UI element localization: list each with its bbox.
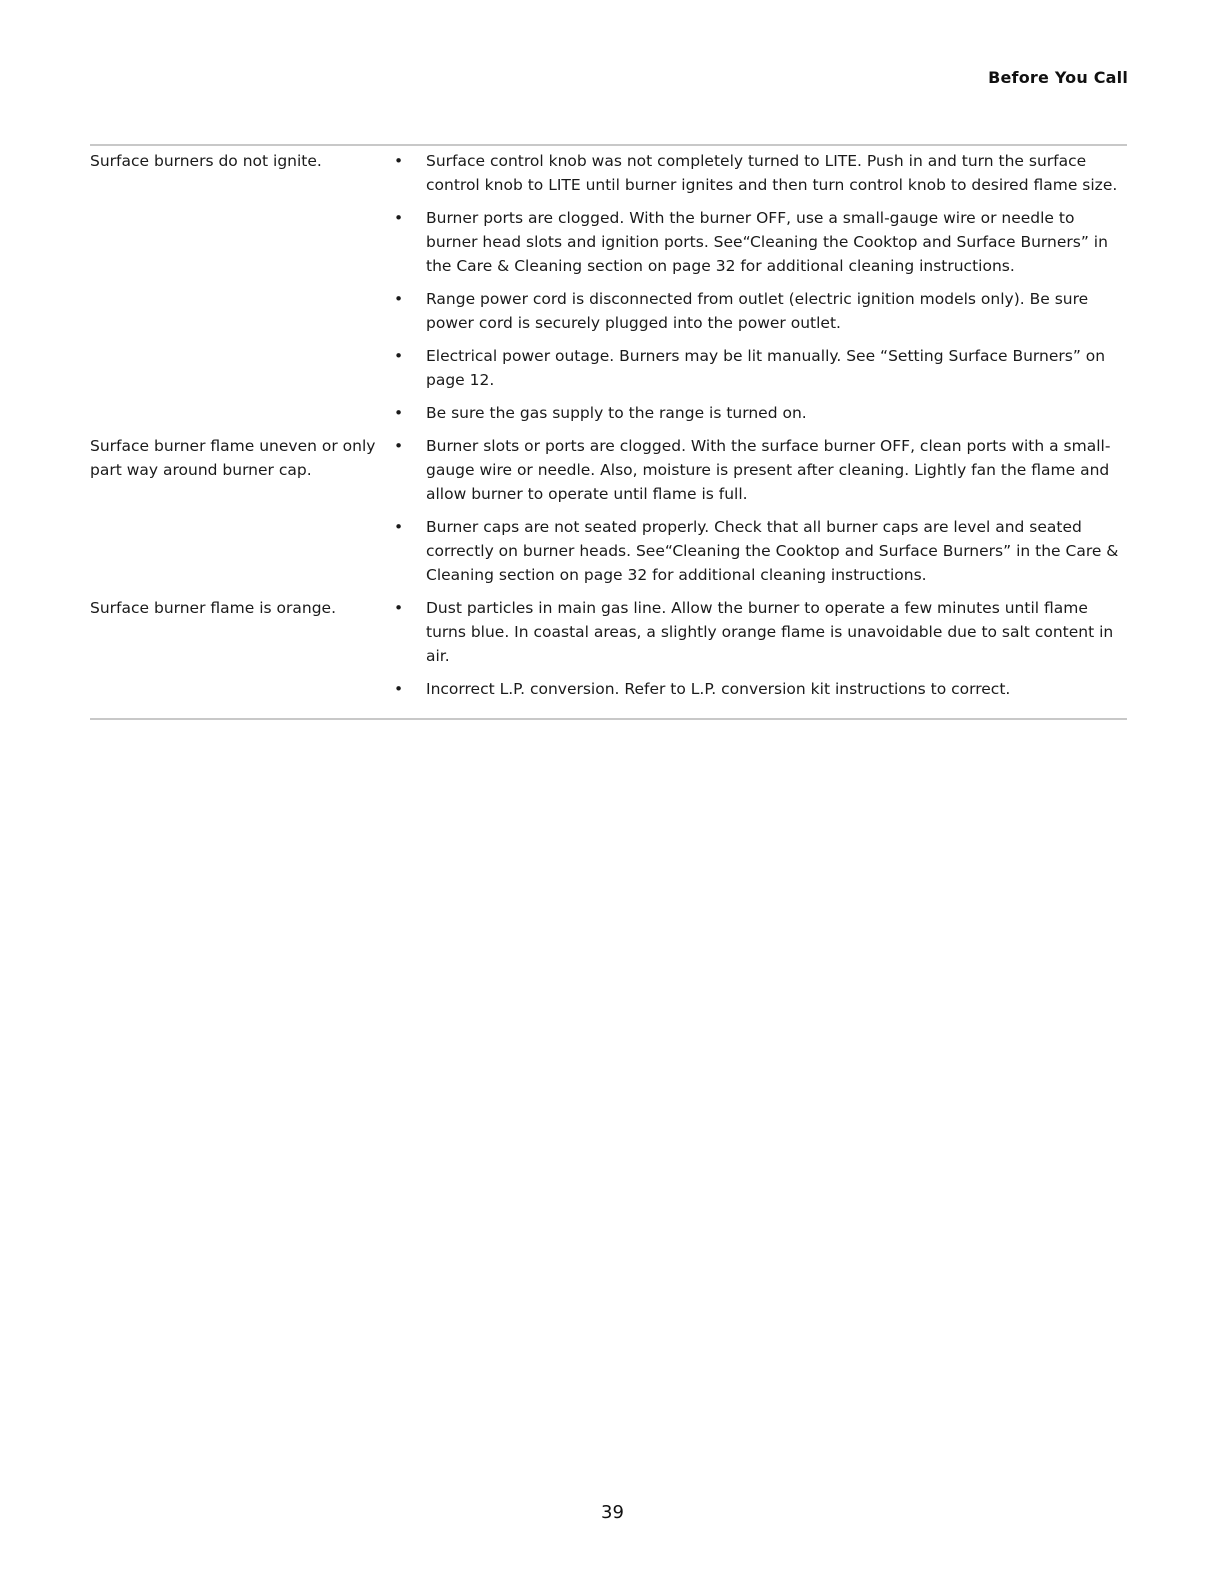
solution-text: Range power cord is disconnected from outlet (electric ignition models only). Be sure power cord is securely plugged into the power outlet. <box>426 290 1089 332</box>
problem-text: Surface burner flame is orange. <box>90 599 337 617</box>
solution-item <box>394 344 1127 392</box>
solution-text: Surface control knob was not completely turned to LITE. Push in and turn the surface control knob to LITE until burner ignites and then turn control knob to desired flame size. <box>426 152 1118 194</box>
problem-text: Surface burners do not ignite. <box>90 152 322 170</box>
bullet-icon: • <box>394 437 404 455</box>
solution-text: Incorrect L.P. conversion. Refer to L.P. conversion kit instructions to correct. <box>426 680 1011 698</box>
solution-item <box>394 515 1127 587</box>
problem-text: Surface burner flame uneven or only part way around burner cap. <box>90 437 376 479</box>
solution-text: Be sure the gas supply to the range is turned on. <box>426 404 807 422</box>
bullet-icon: • <box>394 518 404 536</box>
bullet-icon: • <box>394 404 404 422</box>
bullet-icon: • <box>394 680 404 698</box>
bullet-icon: • <box>394 599 404 617</box>
solution-text: Burner slots or ports are clogged. With the surface burner OFF, clean ports with a small-gauge wire or needle. Also, moisture is present after cleaning. Lightly fan the flame and allow burner to operate until flame is full. <box>426 437 1111 503</box>
issue-row <box>90 434 1127 596</box>
bullet-icon: • <box>394 347 404 365</box>
troubleshooting-table <box>90 149 1127 710</box>
issue-row <box>90 149 1127 434</box>
solution-text: Dust particles in main gas line. Allow the burner to operate a few minutes until flame turns blue. In coastal areas, a slightly orange flame is unavoidable due to salt content in air. <box>426 599 1114 665</box>
top-divider <box>90 144 1127 146</box>
solution-list <box>394 149 1127 434</box>
bottom-divider <box>90 718 1127 720</box>
bullet-icon: • <box>394 209 404 227</box>
solution-item <box>394 434 1127 506</box>
bullet-icon: • <box>394 152 404 170</box>
solution-item <box>394 206 1127 278</box>
solution-text: Electrical power outage. Burners may be lit manually. See “Setting Surface Burners” on page 12. <box>426 347 1106 389</box>
solution-item <box>394 677 1127 701</box>
solution-item <box>394 596 1127 668</box>
solution-item <box>394 401 1127 425</box>
solution-list <box>394 596 1127 710</box>
page-header-title: Before You Call <box>988 68 1128 87</box>
page-number: 39 <box>601 1502 624 1523</box>
solution-item <box>394 149 1127 197</box>
solution-text: Burner ports are clogged. With the burner OFF, use a small-gauge wire or needle to burner head slots and ignition ports. See“Cleaning the Cooktop and Surface Burners” in the Care & Cleaning section on page 32 for additional cleaning instructions. <box>426 209 1108 275</box>
bullet-icon: • <box>394 290 404 308</box>
solution-text: Burner caps are not seated properly. Check that all burner caps are level and seated correctly on burner heads. See“Cleaning the Cooktop and Surface Burners” in the Care & Cleaning section on page 32 for additional cleaning instructions. <box>426 518 1119 584</box>
solution-list <box>394 434 1127 596</box>
issue-row <box>90 596 1127 710</box>
solution-item <box>394 287 1127 335</box>
